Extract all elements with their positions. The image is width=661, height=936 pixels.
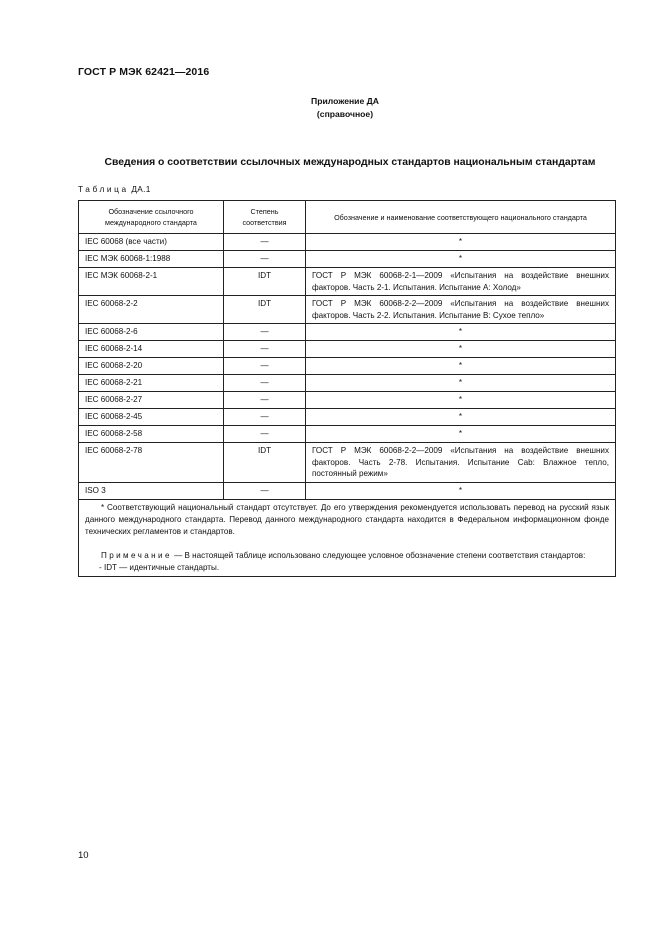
page-number: 10 (78, 850, 89, 861)
degree-cell: — (224, 358, 306, 375)
national-standard-cell: ГОСТ Р МЭК 60068-2-2—2009 «Испытания на воздействие внешних факторов. Часть 2-2. Испытания. Испытание В: Сухое тепло» (306, 296, 616, 324)
note-label: Примечание (101, 550, 172, 560)
table-row (79, 409, 616, 426)
degree-cell: — (224, 324, 306, 341)
national-standard-cell: * (306, 375, 616, 392)
degree-cell: — (224, 375, 306, 392)
international-standard-cell: IEC 60068-2-58 (79, 426, 224, 443)
degree-cell: — (224, 392, 306, 409)
appendix-subtitle: (справочное) (316, 109, 374, 119)
appendix-heading (250, 95, 440, 121)
note-item: - IDT — идентичные стандарты. (99, 562, 220, 572)
table-row (79, 341, 616, 358)
degree-cell: IDT (224, 268, 306, 296)
international-standard-cell: ISO 3 (79, 482, 224, 499)
table-caption-id: ДА.1 (131, 184, 151, 194)
international-standard-cell: IEC 60068-2-45 (79, 409, 224, 426)
degree-cell: — (224, 482, 306, 499)
national-standard-cell: ГОСТ Р МЭК 60068-2-2—2009 «Испытания на воздействие внешних факторов. Часть 2-78. Испытания. Испытание Cab: Влажное тепло, постоянный режим» (306, 443, 616, 483)
table-row (79, 482, 616, 499)
column-header-degree: Степень соответствия (224, 201, 306, 234)
table-footnotes-row (79, 499, 616, 576)
international-standard-cell: IEC 60068-2-78 (79, 443, 224, 483)
national-standard-cell: * (306, 234, 616, 251)
appendix-title: Приложение ДА (311, 96, 379, 106)
international-standard-cell: IEC 60068-2-6 (79, 324, 224, 341)
table-row (79, 358, 616, 375)
degree-cell: — (224, 426, 306, 443)
table-row (79, 296, 616, 324)
national-standard-cell: ГОСТ Р МЭК 60068-2-1—2009 «Испытания на воздействие внешних факторов. Часть 2-1. Испытания. Испытание А: Холод» (306, 268, 616, 296)
table-row (79, 234, 616, 251)
table-footnotes (79, 499, 616, 576)
table-row (79, 443, 616, 483)
table-row (79, 375, 616, 392)
section-title: Сведения о соответствии ссылочных международных стандартов национальным стандартам (104, 157, 596, 168)
national-standard-cell: * (306, 341, 616, 358)
national-standard-cell: * (306, 324, 616, 341)
table-row (79, 426, 616, 443)
table-row (79, 268, 616, 296)
national-standard-cell: * (306, 358, 616, 375)
degree-cell: — (224, 409, 306, 426)
reference-standards-table (78, 200, 616, 577)
table-header-row (79, 201, 616, 234)
note-text: — В настоящей таблице использовано следующее условное обозначение степени соответствия стандартов: (171, 550, 586, 560)
international-standard-cell: IEC 60068-2-20 (79, 358, 224, 375)
national-standard-cell: * (306, 482, 616, 499)
table-row (79, 324, 616, 341)
international-standard-cell: IEC 60068-2-2 (79, 296, 224, 324)
table-row (79, 392, 616, 409)
table-row (79, 251, 616, 268)
table-caption (78, 184, 151, 194)
international-standard-cell: IEC 60068-2-14 (79, 341, 224, 358)
column-header-international-standard: Обозначение ссылочного международного стандарта (79, 201, 224, 234)
column-header-national-standard: Обозначение и наименование соответствующего национального стандарта (306, 201, 616, 234)
degree-cell: — (224, 234, 306, 251)
degree-cell: — (224, 341, 306, 358)
international-standard-cell: IEC 60068 (все части) (79, 234, 224, 251)
international-standard-cell: IEC МЭК 60068-2-1 (79, 268, 224, 296)
national-standard-cell: * (306, 426, 616, 443)
national-standard-cell: * (306, 251, 616, 268)
national-standard-cell: * (306, 409, 616, 426)
international-standard-cell: IEC 60068-2-21 (79, 375, 224, 392)
footnote-asterisk: * Соответствующий национальный стандарт отсутствует. До его утверждения рекомендуется использовать перевод на русский язык данного международного стандарта. Перевод данного международного стандарта находится в Федеральном информационном фонде технических регламентов и стандартов. (85, 502, 609, 536)
degree-cell: IDT (224, 296, 306, 324)
international-standard-cell: IEC 60068-2-27 (79, 392, 224, 409)
national-standard-cell: * (306, 392, 616, 409)
international-standard-cell: IEC МЭК 60068-1:1988 (79, 251, 224, 268)
degree-cell: IDT (224, 443, 306, 483)
table-note (85, 550, 609, 562)
table-caption-prefix: Таблица (78, 184, 129, 194)
document-id: ГОСТ Р МЭК 62421—2016 (78, 66, 210, 78)
degree-cell: — (224, 251, 306, 268)
